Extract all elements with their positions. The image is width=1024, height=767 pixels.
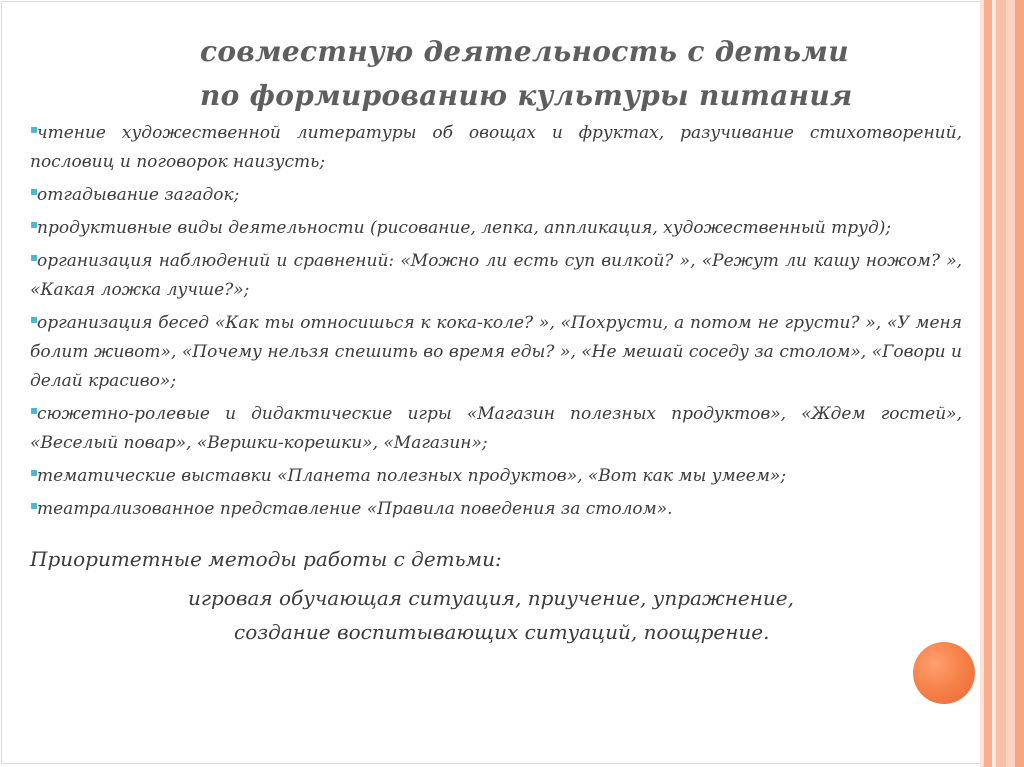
list-item-text: сюжетно-ролевые и дидактические игры «Магазин полезных продуктов», «Ждем гостей», «Веселый повар», «Вершки-корешки», «Магазин»; [30,404,962,453]
list-item [30,396,962,458]
stripe [1015,0,1024,767]
methods-heading: Приоритетные методы работы с детьми: [30,547,502,571]
list-item-text: чтение художественной литературы об овощах и фруктах, разучивание стихотворений, пословиц и поговорок наизусть; [30,123,962,172]
stripe [1006,0,1015,767]
list-item [30,491,962,524]
decorative-orb [913,642,975,704]
decorative-stripes [980,0,1024,767]
list-item [30,243,962,305]
stripe [984,0,992,767]
list-item-text: тематические выставки «Планета полезных продуктов», «Вот как мы умеем»; [37,466,787,486]
bullet-icon: ▪ [30,184,39,198]
bullet-icon: ▪ [30,217,39,231]
list-item-text: организация бесед «Как ты относишься к кока-коле? », «Похрусти, а потом не грусти? », «У меня болит живот», «Почему нельзя спешить во время еды? », «Не мешай соседу за столом», «Говори и делай красиво»; [30,313,962,391]
bullet-icon: ▪ [30,122,39,136]
list-item-text: организация наблюдений и сравнений: «Можно ли есть суп вилкой? », «Режут ли кашу ножом? », «Какая ложка лучше?»; [30,251,962,300]
bullet-icon: ▪ [30,403,39,417]
slide-title-line: совместную деятельность с детьми [200,35,849,68]
bullet-icon: ▪ [30,498,39,512]
methods-line: игровая обучающая ситуация, приучение, упражнение, [188,586,794,610]
list-item [30,115,962,177]
list-item-text: отгадывание загадок; [37,185,240,205]
bullet-icon: ▪ [30,465,39,479]
bullet-icon: ▪ [30,250,39,264]
list-item [30,210,962,243]
list-item-text: театрализованное представление «Правила поведения за столом». [37,499,673,519]
list-item [30,305,962,396]
methods-line: создание воспитывающих ситуаций, поощрение. [234,620,770,644]
bullet-icon: ▪ [30,312,39,326]
list-item-text: продуктивные виды деятельности (рисование, лепка, аппликация, художественный труд); [37,218,892,238]
list-item [30,458,962,491]
slide-title [200,30,853,118]
list-item [30,177,962,210]
stripe [996,0,1006,767]
slide-title-line: по формированию культуры питания [200,79,853,112]
activities-list [30,115,962,524]
